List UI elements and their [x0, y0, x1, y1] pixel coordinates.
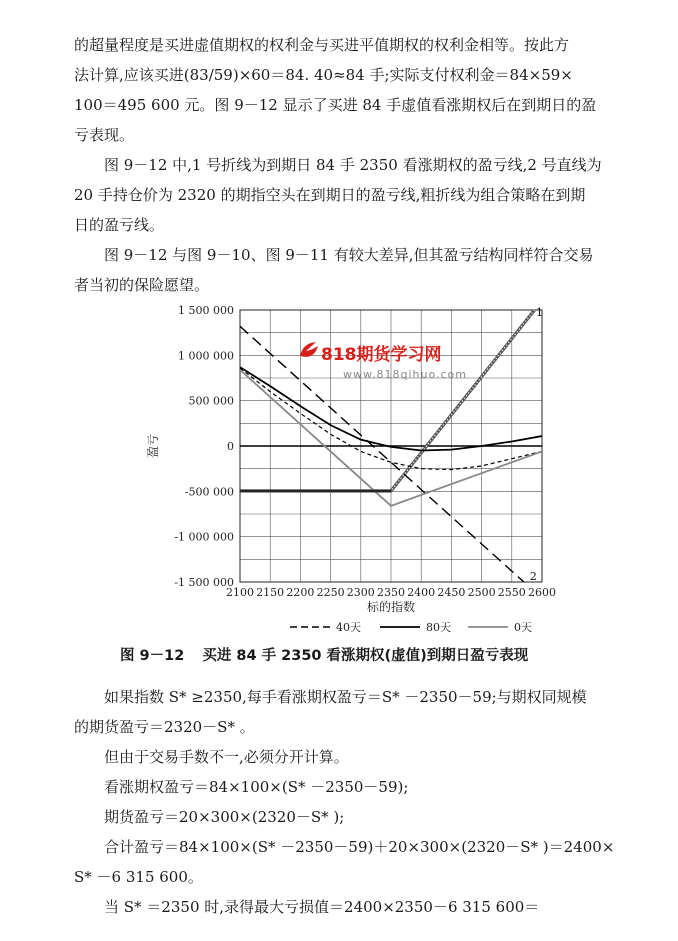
y-tick-label: 0 [227, 440, 234, 453]
figure-title: 买进 84 手 2350 看涨期权(虚值)到期日盈亏表现 [202, 648, 529, 664]
body-text-line: 当 S* ＝2350 时,录得最大亏损值＝2400×2350－6 315 600＝ [104, 898, 540, 916]
body-text-line: 的超量程度是买进虚值期权的权利金与买进平值期权的权利金相等。按此方 [74, 36, 570, 54]
watermark-url: www.818qihuo.com [343, 368, 467, 381]
y-tick-label: 500 000 [188, 394, 234, 408]
x-tick-label: 2600 [528, 586, 556, 599]
series-annotation: 2 [529, 570, 537, 583]
body-text-line: 亏表现。 [74, 126, 135, 144]
y-axis-label: 盈亏 [146, 433, 160, 459]
x-tick-label: 2150 [256, 586, 285, 599]
y-tick-label: -1 500 000 [174, 576, 234, 589]
figure-caption [120, 644, 580, 665]
watermark-logo-icon [300, 342, 318, 357]
x-axis-label: 标的指数 [366, 600, 416, 614]
legend-label: 40天 [336, 621, 361, 634]
x-tick-label: 2250 [316, 586, 345, 599]
body-text-line: 但由于交易手数不一,必须分开计算。 [104, 748, 349, 766]
body-text-line: 图 9－12 中,1 号折线为到期日 84 手 2350 看涨期权的盈亏线,2 号直线为 [104, 156, 602, 174]
body-text-line: 看涨期权盈亏＝84×100×(S* －2350－59); [104, 778, 409, 796]
body-text-line: 100＝495 600 元。图 9－12 显示了买进 84 手虚值看涨期权后在到期日的盈 [74, 96, 597, 114]
body-text-line: 法计算,应该买进(83/59)×60＝84. 40≈84 手;实际支付权利金＝84×59× [74, 66, 573, 84]
legend-label: 80天 [426, 621, 451, 634]
y-tick-label: 1 000 000 [178, 349, 234, 363]
body-text-line: 期货盈亏＝20×300×(2320－S* ); [104, 808, 345, 826]
body-text-line: 合计盈亏＝84×100×(S* －2350－59)＋20×300×(2320－S* )＝2400× [104, 838, 615, 856]
body-text-line: 的期货盈亏＝2320－S* 。 [74, 718, 255, 736]
legend-label: 0天 [514, 621, 532, 634]
watermark [300, 342, 467, 381]
x-tick-label: 2300 [346, 586, 375, 599]
body-text-line: 20 手持仓价为 2320 的期指空头在到期日的盈亏线,粗折线为组合策略在到期 [74, 186, 586, 204]
y-tick-label: -1 000 000 [174, 530, 234, 544]
watermark-brand: 818期货学习网 [321, 345, 442, 365]
x-tick-label: 2450 [437, 586, 466, 599]
body-text-line: 日的盈亏线。 [74, 216, 165, 234]
y-tick-label: -500 000 [184, 485, 234, 499]
body-text-line: 图 9－12 与图 9－10、图 9－11 有较大差异,但其盈亏结构同样符合交易 [104, 246, 594, 264]
chart-legend [290, 621, 532, 634]
x-tick-label: 2100 [226, 586, 254, 599]
x-tick-label: 2200 [286, 586, 315, 599]
series-annotation: 1 [535, 306, 543, 319]
figure-number: 图 9－12 [120, 648, 185, 664]
x-tick-label: 2350 [377, 586, 405, 599]
body-text-line: 者当初的保险愿望。 [74, 276, 210, 294]
x-tick-label: 2400 [407, 586, 436, 599]
body-text-line: 如果指数 S* ≥2350,每手看涨期权盈亏＝S* －2350－59;与期权同规模 [104, 688, 587, 706]
y-tick-label: 1 500 000 [178, 304, 234, 317]
body-text-line: S* －6 315 600。 [74, 868, 203, 886]
x-tick-label: 2550 [497, 586, 526, 599]
x-tick-label: 2500 [467, 586, 496, 599]
